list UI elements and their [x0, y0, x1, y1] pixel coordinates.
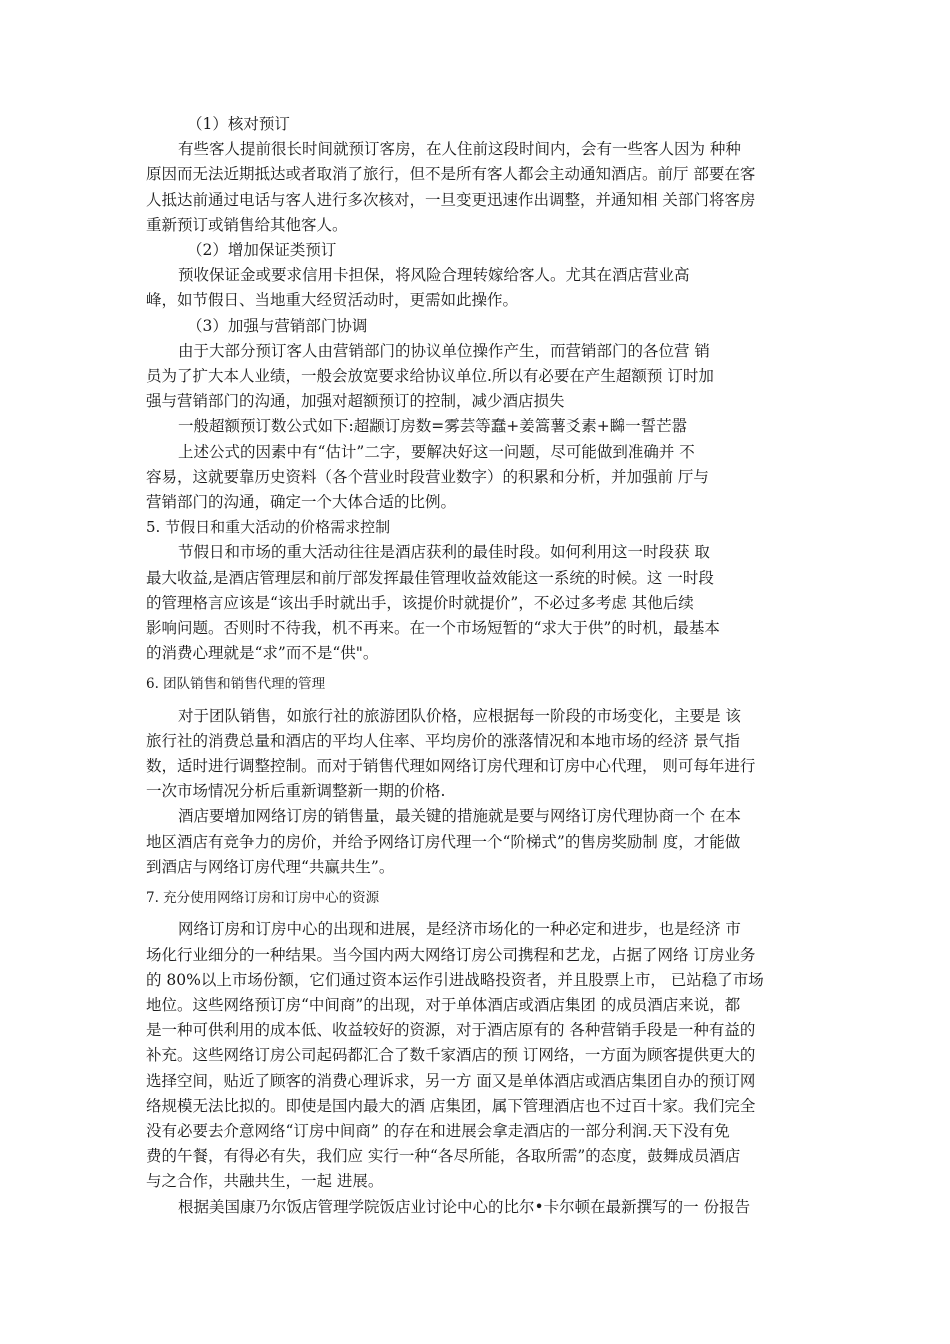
paragraph-line: 员为了扩大本人业绩，一般会放宽要求给协议单位.所以有必要在产生超额预 订时加: [146, 367, 714, 386]
paragraph-line: 人抵达前通过电话与客人进行多次核对，一旦变更迅速作出调整，并通知相 关部门将客房: [146, 190, 756, 209]
paragraph-line: 络规模无法比拟的。即使是国内最大的酒 店集团，属下管理酒店也不过百十家。我们完全: [146, 1096, 756, 1115]
section-heading: 5. 节假日和重大活动的价格需求控制: [146, 518, 391, 537]
paragraph-line: 最大收益,是酒店管理层和前厅部发挥最佳管理收益效能这一系统的时候。这 一时段: [146, 568, 714, 587]
paragraph-line: 容易，这就要靠历史资料（各个营业时段营业数字）的积累和分析，并加强前 厅与: [146, 467, 709, 486]
paragraph-line: 营销部门的沟通，确定一个大体合适的比例。: [146, 493, 457, 512]
section-heading: 6. 团队销售和销售代理的管理: [146, 676, 326, 693]
paragraph-line: 节假日和市场的重大活动往往是酒店获利的最佳时段。如何利用这一时段获 取: [178, 543, 710, 562]
paragraph-line: 的管理格言应该是“该出手时就出手，该提价时就提价”，不必过多考虑 其他后续: [146, 593, 694, 612]
paragraph-line: 旅行社的消费总量和酒店的平均人住率、平均房价的涨落情况和本地市场的经济 景气指: [146, 731, 740, 750]
subsection-heading: （1）核对预订: [187, 115, 290, 133]
section-heading: 7. 充分使用网络订房和订房中心的资源: [146, 890, 380, 907]
paragraph-line: 地区酒店有竞争力的房价，并给予网络订房代理一个“阶梯式”的售房奖励制 度，才能做: [146, 832, 741, 851]
paragraph-line: 峰，如节假日、当地重大经贸活动时，更需如此操作。: [146, 291, 519, 310]
paragraph-line: 的 80%以上市场份额，它们通过资本运作引进战略投资者，并且股票上市， 已站稳了市场: [146, 970, 764, 989]
paragraph-line: 场化行业细分的一种结果。当今国内两大网络订房公司携程和艺龙，占据了网络 订房业务: [146, 945, 756, 964]
paragraph-line: 影响问题。否则时不待我，机不再来。在一个市场短暂的“求大于供”的时机，最基本: [146, 619, 720, 638]
paragraph-line: 补充。这些网络订房公司起码都汇合了数千家酒店的预 订网络，一方面为顾客提供更大的: [146, 1046, 756, 1065]
paragraph-line: 对于团队销售，如旅行社的旅游团队价格，应根据每一阶段的市场变化，主要是 该: [178, 706, 741, 725]
paragraph-line: 根据美国康乃尔饭店管理学院饭店业讨论中心的比尔•卡尔顿在最新撰写的一 份报告: [178, 1197, 751, 1216]
paragraph-line: 数，适时进行调整控制。而对于销售代理如网络订房代理和订房中心代理， 则可每年进行: [146, 757, 756, 776]
paragraph-line: 一般超额预订数公式如下:超颛订房数=雾芸等蠢+姜篙薯爻素+矊一誓芒嚣: [178, 417, 688, 436]
paragraph-line: 选择空间，贴近了顾客的消费心理诉求，另一方 面又是单体酒店或酒店集团自办的预订网: [146, 1071, 756, 1090]
subsection-heading: （2）增加保证类预订: [187, 241, 337, 260]
paragraph-line: 重新预订或销售给其他客人。: [146, 215, 348, 234]
paragraph-line: 有些客人提前很长时间就预订客房，在人住前这段时间内，会有一些客人因为 种种: [178, 140, 741, 159]
paragraph-line: 与之合作，共融共生，一起 进展。: [146, 1172, 384, 1191]
paragraph-line: 强与营销部门的沟通，加强对超额预订的控制，减少酒店损失: [146, 392, 565, 411]
paragraph-line: 到酒店与网络订房代理“共赢共生”。: [146, 857, 395, 876]
paragraph-line: 地位。这些网络预订房“中间商”的出现，对于单体酒店或酒店集团 的成员酒店来说，都: [146, 995, 741, 1014]
paragraph-line: 一次市场情况分析后重新调整新一期的价格.: [146, 782, 446, 801]
paragraph-line: 酒店要增加网络订房的销售量，最关键的措施就是要与网络订房代理协商一个 在本: [178, 807, 741, 826]
paragraph-line: 的消费心理就是“求”而不是“供"。: [146, 644, 379, 663]
paragraph-line: 由于大部分预订客人由营销部门的协议单位操作产生，而营销部门的各位营 销: [178, 341, 710, 360]
paragraph-line: 费的午餐，有得必有失，我们应 实行一种“各尽所能，各取所需”的态度，鼓舞成员酒店: [146, 1147, 741, 1166]
paragraph-line: 上述公式的因素中有“估计”二字，要解决好这一问题，尽可能做到准确并 不: [178, 442, 695, 461]
paragraph-line: 原因而无法近期抵达或者取消了旅行，但不是所有客人都会主动通知酒店。前厅 部要在客: [146, 165, 756, 184]
subsection-heading: （3）加强与营销部门协调: [187, 316, 368, 335]
paragraph-line: 是一种可供利用的成本低、收益较好的资源，对于酒店原有的 各种营销手段是一种有益的: [146, 1021, 756, 1040]
paragraph-line: 没有必要去介意网络“订房中间商” 的存在和进展会拿走酒店的一部分利润.天下没有免: [146, 1121, 730, 1140]
paragraph-line: 网络订房和订房中心的出现和进展，是经济市场化的一种必定和进步，也是经济 市: [178, 920, 741, 939]
paragraph-line: 预收保证金或要求信用卡担保，将风险合理转嫁给客人。尤其在酒店营业高: [178, 266, 690, 285]
